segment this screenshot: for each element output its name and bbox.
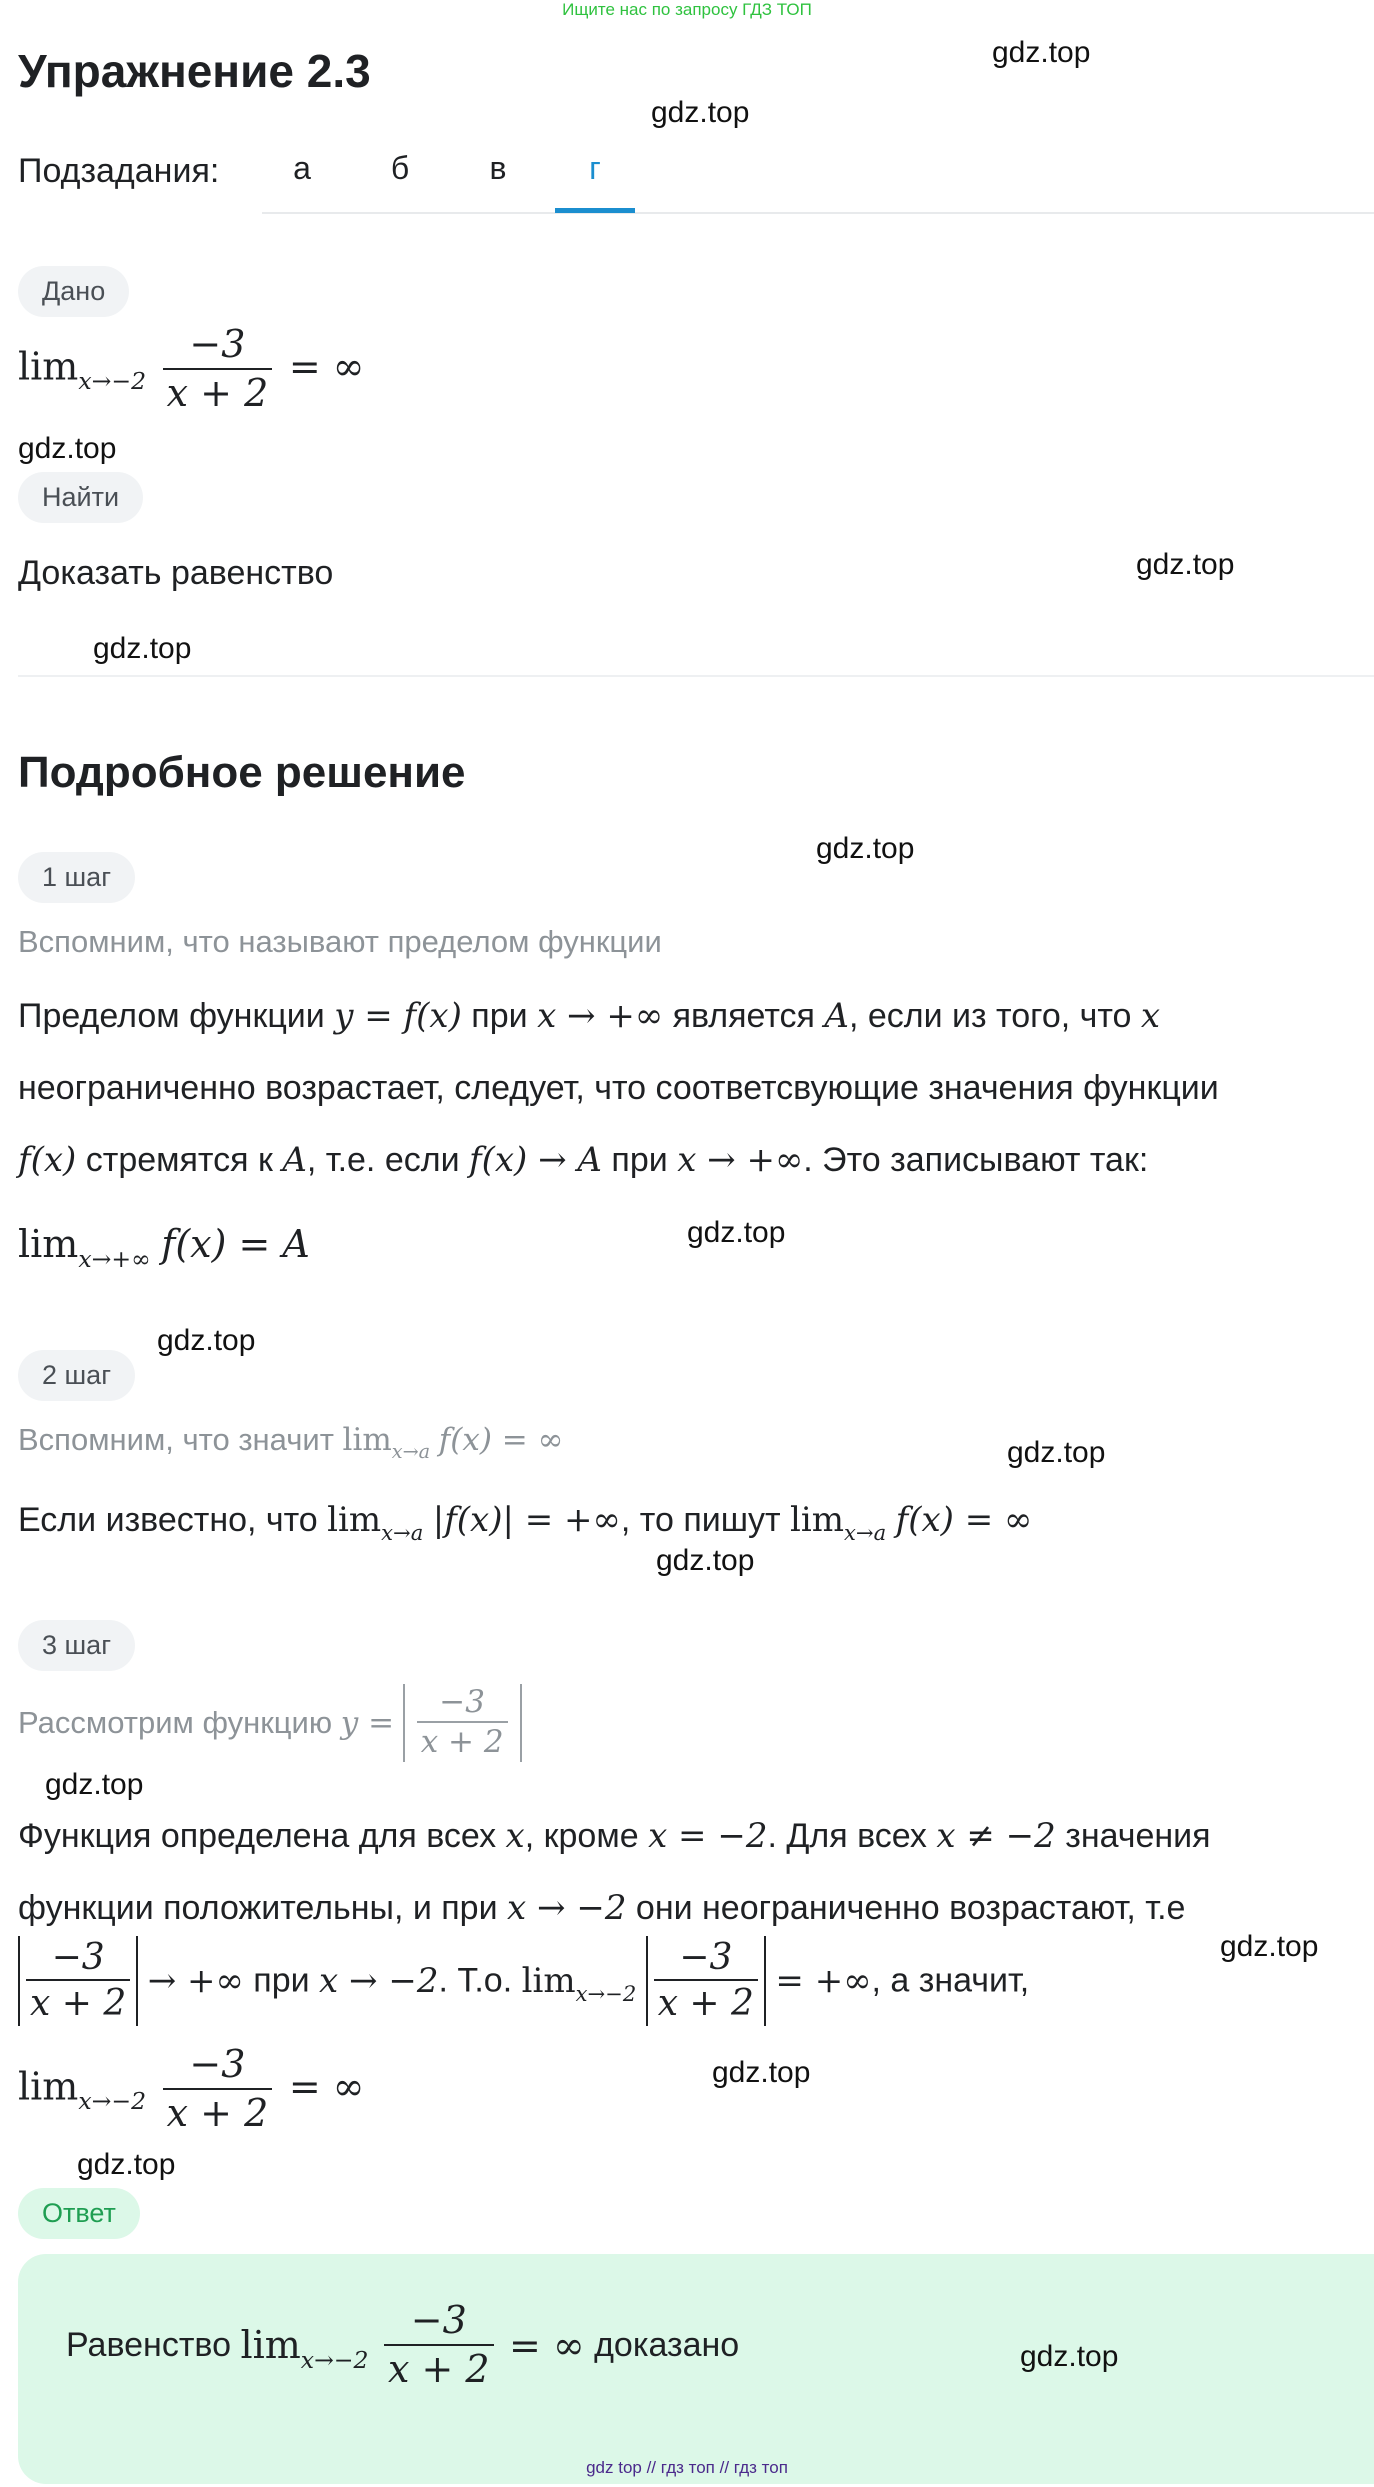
- active-tab-indicator: [555, 208, 635, 213]
- step-1-intro: Вспомним, что называют пределом функции: [18, 924, 662, 959]
- equals-infinity: = ∞: [288, 344, 365, 389]
- step-2-chip: 2 шаг: [18, 1350, 135, 1401]
- math: x → −2: [319, 1961, 439, 2002]
- math: x → −2: [507, 1888, 627, 1928]
- watermark: gdz.top: [712, 2056, 811, 2089]
- section-divider: [18, 675, 1374, 677]
- footer-links[interactable]: gdz top // гдз топ // гдз топ: [586, 2458, 788, 2477]
- step-2-line: [18, 1484, 1032, 1560]
- fraction: [417, 1684, 508, 1762]
- text: Вспомним, что значит: [18, 1422, 334, 1457]
- find-text: Доказать равенство: [18, 554, 334, 592]
- math: x → +∞: [677, 1140, 804, 1180]
- limit-subscript: x→−2: [575, 1980, 637, 2006]
- watermark: gdz.top: [1136, 548, 1235, 581]
- step-3-intro: [18, 1684, 522, 1762]
- denominator: x + 2: [417, 1721, 508, 1762]
- step-3-chip: 3 шаг: [18, 1620, 135, 1671]
- fraction: [654, 1936, 758, 2026]
- watermark: gdz.top: [687, 1216, 786, 1249]
- limit-label: lim: [240, 2323, 301, 2368]
- step-1-line-1: [18, 980, 1160, 1052]
- equals-infinity: = ∞: [509, 2323, 585, 2368]
- tab-v[interactable]: в: [489, 150, 507, 186]
- math: = +∞: [775, 1961, 872, 2002]
- absolute-value: [18, 1936, 138, 2026]
- text: функции положительны, и при: [18, 1889, 498, 1927]
- limit-subscript: x→−2: [78, 2087, 147, 2116]
- fraction: [26, 1936, 130, 2026]
- text: , если из того, что: [848, 997, 1132, 1035]
- math: y = f(x): [334, 996, 462, 1036]
- limit-label: lim: [521, 1961, 576, 2002]
- step-3-line-2: [18, 1872, 1185, 1944]
- limit-label: lim: [18, 1222, 79, 1266]
- denominator: x + 2: [26, 1979, 130, 2026]
- step-3-final-formula: [18, 2042, 364, 2137]
- fraction: [163, 322, 273, 417]
- given-formula: [18, 322, 364, 417]
- step-2-intro: [18, 1422, 564, 1464]
- math: x = −2: [648, 1816, 768, 1856]
- math: x ≠ −2: [936, 1816, 1056, 1856]
- solution-heading: Подробное решение: [18, 748, 466, 797]
- top-banner[interactable]: Ищите нас по запросу ГДЗ ТОП: [562, 0, 812, 19]
- text: Рассмотрим функцию: [18, 1704, 333, 1740]
- text: Функция определена для всех: [18, 1817, 497, 1855]
- math: f(x) = A: [161, 1222, 310, 1266]
- text: . Это записывают так:: [803, 1141, 1149, 1179]
- numerator: −3: [679, 1937, 733, 1978]
- text: , то пишут: [620, 1501, 781, 1539]
- fraction: [163, 2042, 273, 2137]
- limit-label: lim: [18, 2064, 79, 2109]
- answer-line: [66, 2298, 739, 2393]
- tab-g[interactable]: г: [589, 150, 601, 186]
- tab-a[interactable]: а: [293, 150, 311, 186]
- limit-label: lim: [327, 1500, 382, 1540]
- watermark: gdz.top: [651, 96, 750, 129]
- text: Равенство: [66, 2326, 231, 2365]
- math: f(x) → A: [469, 1140, 602, 1180]
- numerator: −3: [410, 2298, 467, 2342]
- step-3-line-1: [18, 1800, 1211, 1872]
- text: Если известно, что: [18, 1501, 318, 1539]
- equals-infinity: = ∞: [288, 2064, 365, 2109]
- watermark: gdz.top: [992, 36, 1091, 69]
- numerator: −3: [51, 1937, 105, 1978]
- subtasks-label: Подзадания:: [18, 152, 220, 190]
- watermark: gdz.top: [1020, 2340, 1119, 2373]
- watermark: gdz.top: [77, 2148, 176, 2181]
- step-3-line-3: [18, 1936, 1029, 2026]
- text: является: [672, 997, 815, 1035]
- text: доказано: [594, 2326, 740, 2365]
- absolute-value: [403, 1684, 522, 1762]
- math: x → +∞: [537, 996, 664, 1036]
- text: , т.е. если: [306, 1141, 460, 1179]
- text: они неограниченно возрастают, т.е: [635, 1889, 1186, 1927]
- step-1-chip: 1 шаг: [18, 852, 135, 903]
- numerator: −3: [439, 1684, 485, 1720]
- step-1-line-2: неограниченно возрастает, следует, что соответсвующие значения функции: [18, 1069, 1219, 1107]
- limit-subscript: x→−2: [78, 367, 147, 396]
- limit-subscript: x→a: [381, 1519, 424, 1545]
- watermark: gdz.top: [18, 432, 117, 465]
- watermark: gdz.top: [93, 632, 192, 665]
- text: стремятся к: [85, 1141, 273, 1179]
- denominator: x + 2: [654, 1979, 758, 2026]
- watermark: gdz.top: [45, 1768, 144, 1801]
- limit-subscript: x→+∞: [78, 1244, 151, 1273]
- math: A: [824, 996, 849, 1036]
- text: , а значит,: [871, 1961, 1030, 2000]
- limit-label: lim: [18, 344, 79, 389]
- limit-subscript: x→a: [844, 1519, 887, 1545]
- denominator: x + 2: [163, 2088, 273, 2138]
- tab-b[interactable]: б: [390, 150, 410, 186]
- watermark: gdz.top: [1007, 1436, 1106, 1469]
- limit-label: lim: [790, 1500, 845, 1540]
- text: при: [611, 1141, 668, 1179]
- denominator: x + 2: [163, 368, 273, 418]
- watermark: gdz.top: [816, 832, 915, 865]
- math: f(x) = ∞: [895, 1500, 1033, 1540]
- math: y =: [340, 1704, 395, 1741]
- step-1-formula: [18, 1222, 310, 1273]
- page-title: Упражнение 2.3: [18, 45, 371, 97]
- step-1-line-3: [18, 1124, 1148, 1196]
- fraction: [384, 2298, 494, 2393]
- given-chip: Дано: [18, 266, 129, 317]
- math: → +∞: [147, 1961, 244, 2002]
- text: при: [471, 997, 528, 1035]
- denominator: x + 2: [384, 2344, 494, 2394]
- watermark: gdz.top: [656, 1544, 755, 1577]
- math: x: [505, 1816, 525, 1856]
- math: |f(x)| = +∞: [432, 1500, 621, 1540]
- numerator: −3: [189, 2042, 246, 2086]
- text: при: [253, 1961, 310, 2000]
- text: . Для всех: [767, 1817, 927, 1855]
- numerator: −3: [189, 322, 246, 366]
- text: Пределом функции: [18, 997, 325, 1035]
- answer-chip: Ответ: [18, 2188, 140, 2239]
- math: x: [1140, 996, 1161, 1036]
- math: f(x): [18, 1140, 77, 1180]
- text: , кроме: [524, 1817, 639, 1855]
- absolute-value: [646, 1936, 766, 2026]
- subtasks-divider: [262, 212, 1374, 214]
- text: . Т.о.: [438, 1961, 513, 2000]
- math: A: [282, 1140, 307, 1180]
- watermark: gdz.top: [157, 1324, 256, 1357]
- text: значения: [1065, 1817, 1211, 1855]
- find-chip: Найти: [18, 472, 143, 523]
- watermark: gdz.top: [1220, 1930, 1319, 1963]
- math: f(x) = ∞: [438, 1422, 564, 1458]
- limit-subscript: x→a: [391, 1440, 431, 1464]
- limit-subscript: x→−2: [300, 2345, 369, 2374]
- limit-label: lim: [342, 1422, 392, 1458]
